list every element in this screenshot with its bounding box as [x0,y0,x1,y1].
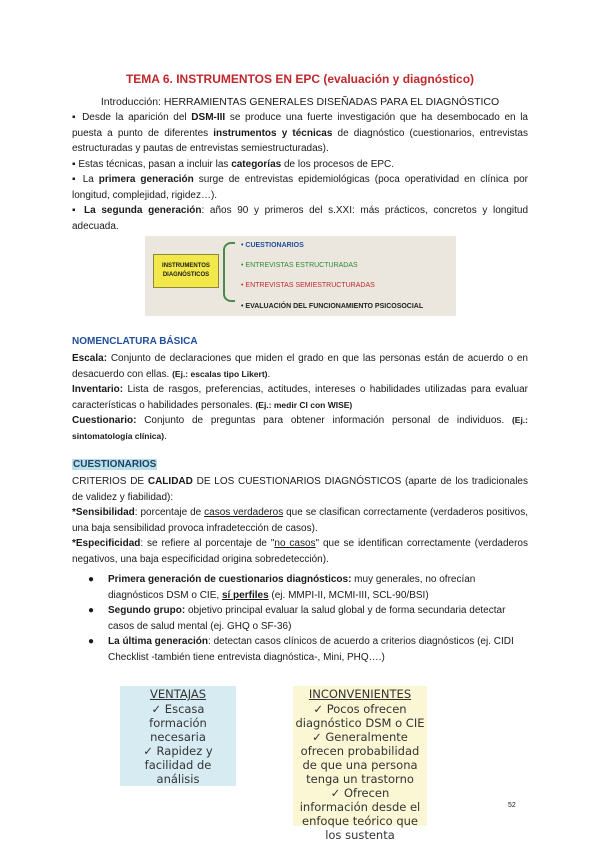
questionnaires-heading: CUESTIONARIOS [73,459,157,470]
intro-paragraph: ▪ Estas técnicas, pasan a incluir las categorías de los procesos de EPC. [72,158,395,170]
intro-paragraph: ▪ La segunda generación: años 90 y primeros del s.XXI: más prácticos, concretos y longitud adecuada. [72,205,529,232]
disadvantage-item: ✓ Generalmente ofrecen probabilidad de que una persona tenga un trastorno [300,730,420,786]
nomenclature-section [72,351,528,444]
advantage-item: ✓ Rapidez y facilidad de análisis [143,744,213,786]
page-number: 52 [508,802,516,809]
criteria-paragraph: CRITERIOS DE CALIDAD DE LOS CUESTIONARIOS DIAGNÓSTICOS (aparte de los tradicionales de validez y fiabilidad): [72,476,528,503]
disadvantage-item: ✓ Ofrecen información desde el enfoque teórico que los sustenta [299,786,421,842]
disadvantage-item: ✓ Pocos ofrecen diagnóstico DSM o CIE [295,702,425,730]
diagram-item: • CUESTIONARIOS [241,242,304,249]
disadvantages-heading: INCONVENIENTES [308,687,412,701]
disadvantages-box [293,686,427,842]
specificity-paragraph: *Especificidad: se refiere al porcentaje de "no casos" que se identifican correctamente (verdaderos negativos, una baja especificidad origina sobredetección). [72,538,528,565]
definition-inventario: Inventario: Lista de rasgos, preferencias, actitudes, intereses o habilidades utilizadas para evaluar características o habilidades personales. (Ej.: medir CI con WISE) [72,384,528,411]
questionnaires-section [72,474,528,567]
sensitivity-paragraph: *Sensibilidad: porcentaje de casos verdaderos que se clasifican correctamente (verdaderos positivos, una baja sensibilidad provoca infradetección de casos). [72,507,528,534]
page-subtitle: Introducción: HERRAMIENTAS GENERALES DISEÑADAS PARA EL DIAGNÓSTICO [100,96,500,108]
diagram-root-box: INSTRUMENTOS DIAGNÓSTICOS [153,254,219,288]
page-title: TEMA 6. INSTRUMENTOS EN EPC (evaluación y diagnóstico) [125,72,475,86]
instruments-diagram [145,236,456,316]
list-item: ● Segundo grupo: objetivo principal evaluar la salud global y de forma secundaria detectar casos de salud mental (ej. GHQ o SF-36) [88,605,506,632]
list-item: ● Primera generación de cuestionarios diagnósticos: muy generales, no ofrecían diagnósticos DSM o CIE, sí perfiles (ej. MMPI-II, MCMI-III, SCL-90/BSI) [88,574,476,601]
generations-list [80,572,528,665]
advantages-box [120,686,236,786]
diagram-item: • EVALUACIÓN DEL FUNCIONAMIENTO PSICOSOCIAL [241,303,424,310]
intro-paragraph: ▪ La primera generación surge de entrevistas epidemiológicas (poca operatividad en clínica por longitud, complejidad, rigidez…). [72,174,529,201]
definition-cuestionario: Cuestionario: Conjunto de preguntas para obtener información personal de individuos. (Ej.: sintomatología clínica). [72,415,528,442]
nomenclature-heading: NOMENCLATURA BÁSICA [72,336,198,347]
brace-icon [223,242,235,302]
list-item: ● La última generación: detectan casos clínicos de acuerdo a criterios diagnósticos (ej. CIDI Checklist -también tiene entrevista diagnóstica-, Mini, PHQ….) [88,636,514,663]
advantages-heading: VENTAJAS [149,687,207,701]
intro-section [72,110,528,234]
intro-paragraph: ▪ Desde la aparición del DSM-III se produce una fuerte investigación que ha desembocado en la puesta a punto de diferentes instrumentos y técnicas de diagnóstico (cuestionarios, entrevistas estructuradas y pautas de entrevistas semiestructuradas). [72,112,528,154]
diagram-item: • ENTREVISTAS SEMIESTRUCTURADAS [241,282,375,289]
advantage-item: ✓ Escasa formación necesaria [149,702,207,744]
diagram-item: • ENTREVISTAS ESTRUCTURADAS [241,262,358,269]
definition-escala: Escala: Conjunto de declaraciones que miden el grado en que las personas están de acuerdo o en desacuerdo con ellas. (Ej.: escalas tipo Likert). [72,353,528,380]
